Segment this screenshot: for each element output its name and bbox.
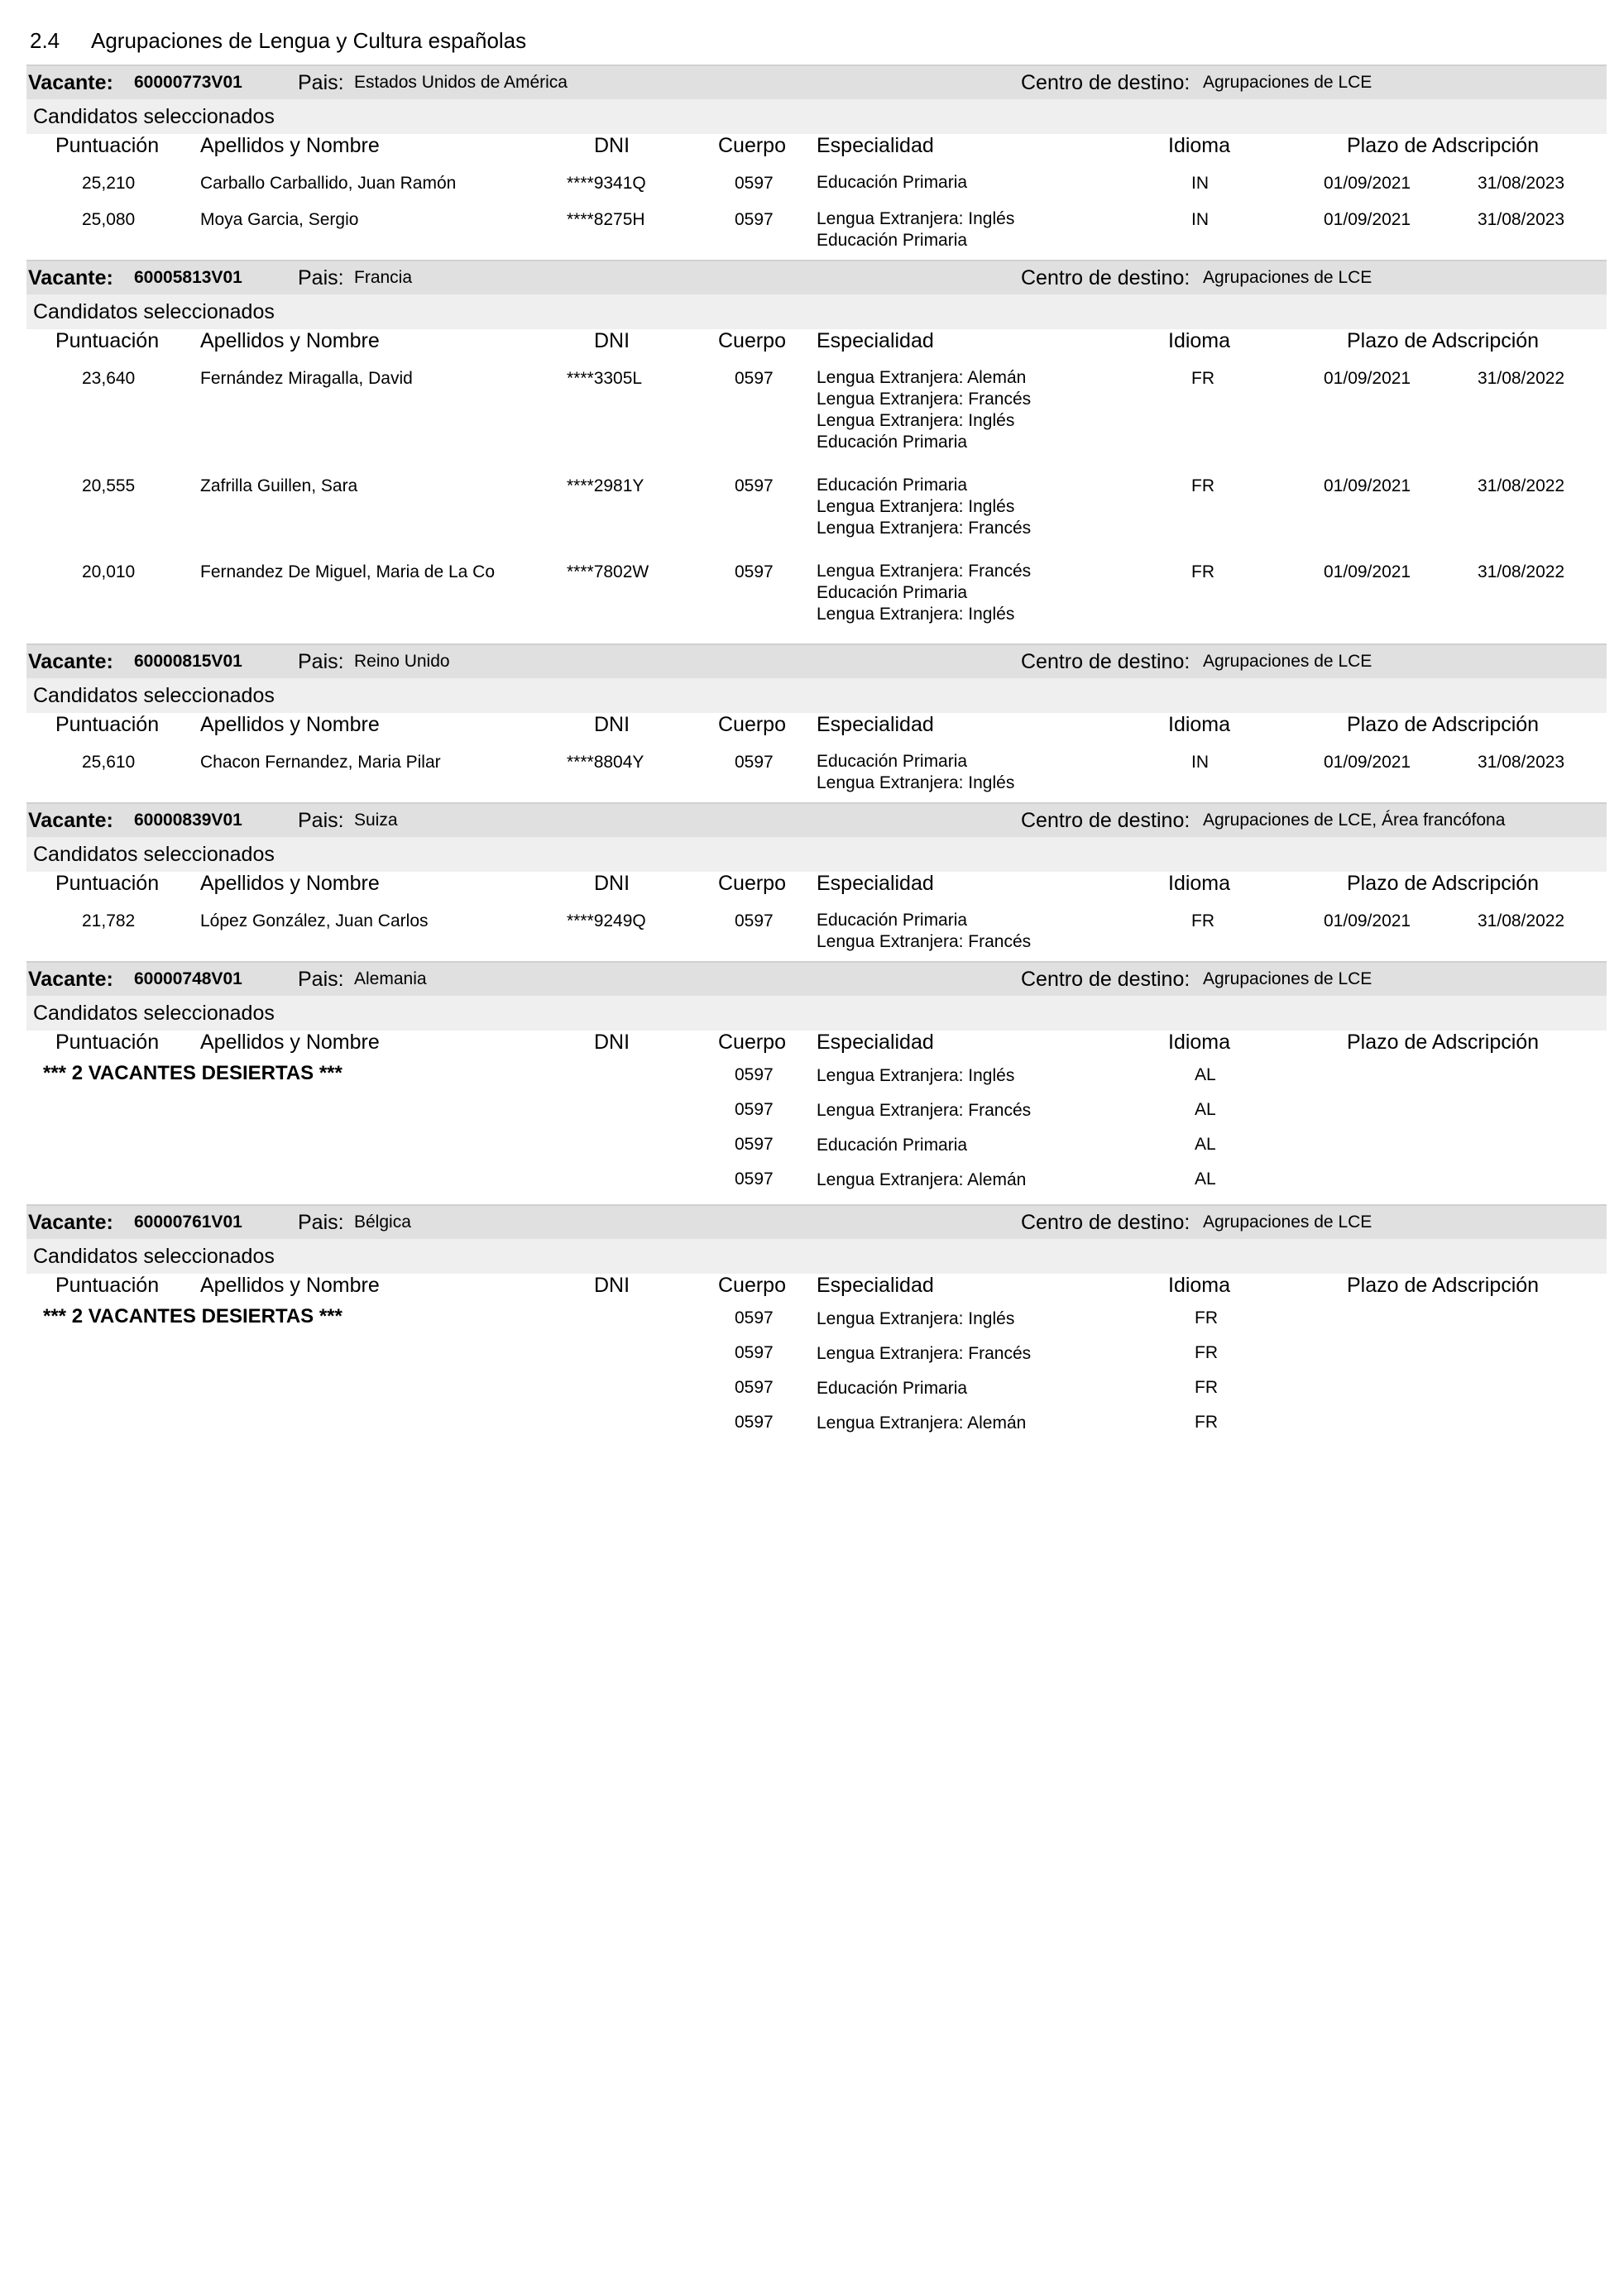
especialidad: Educación Primaria bbox=[817, 231, 968, 250]
col-especialidad: Especialidad bbox=[817, 1031, 934, 1054]
col-especialidad: Especialidad bbox=[817, 713, 934, 736]
pais-value: Francia bbox=[354, 268, 413, 287]
col-plazo: Plazo de Adscripción bbox=[1347, 134, 1540, 157]
especialidad: Lengua Extranjera: Francés bbox=[817, 1101, 1032, 1120]
vacancy-header-row bbox=[26, 1206, 1607, 1239]
vacancy-header-row bbox=[26, 645, 1607, 678]
pais-label: Pais: bbox=[298, 649, 344, 673]
candidate-name: Fernandez De Miguel, Maria de La Co bbox=[200, 562, 496, 581]
vacancy-header-row bbox=[26, 66, 1607, 99]
candidatos-heading: Candidatos seleccionados bbox=[26, 996, 1607, 1031]
idioma: AL bbox=[1195, 1065, 1216, 1084]
vacante-label: Vacante: bbox=[28, 808, 113, 832]
dni: ****2981Y bbox=[567, 476, 644, 495]
especialidades bbox=[817, 208, 1014, 251]
cuerpo: 0597 bbox=[735, 1170, 774, 1189]
vacante-code: 60000839V01 bbox=[134, 811, 242, 830]
centro-label: Centro de destino: bbox=[1021, 649, 1190, 673]
vacante-label: Vacante: bbox=[28, 649, 113, 673]
especialidad: Lengua Extranjera: Francés bbox=[817, 519, 1032, 538]
column-headers bbox=[26, 872, 1607, 905]
centro-label: Centro de destino: bbox=[1021, 70, 1190, 94]
plazo-desde: 01/09/2021 bbox=[1324, 210, 1411, 229]
idioma: FR bbox=[1191, 562, 1214, 581]
candidate-name: Moya Garcia, Sergio bbox=[200, 210, 359, 229]
col-apellidos: Apellidos y Nombre bbox=[200, 329, 380, 352]
section-title: Agrupaciones de Lengua y Cultura españolas bbox=[91, 28, 527, 53]
especialidad: Educación Primaria bbox=[817, 1379, 968, 1398]
especialidad: Lengua Extranjera: Inglés bbox=[817, 773, 1015, 792]
especialidad: Educación Primaria bbox=[817, 583, 968, 602]
idioma: FR bbox=[1195, 1308, 1218, 1327]
col-dni: DNI bbox=[594, 1274, 630, 1297]
especialidades bbox=[817, 751, 1014, 794]
dni: ****9249Q bbox=[567, 911, 646, 930]
idioma: IN bbox=[1191, 210, 1209, 229]
cuerpo: 0597 bbox=[735, 174, 774, 193]
cuerpo: 0597 bbox=[735, 1343, 774, 1362]
idioma: IN bbox=[1191, 753, 1209, 772]
col-idioma: Idioma bbox=[1168, 713, 1231, 736]
idioma: FR bbox=[1191, 369, 1214, 388]
pais-value: Alemania bbox=[354, 969, 427, 988]
pais-label: Pais: bbox=[298, 70, 344, 94]
vacante-code: 60005813V01 bbox=[134, 268, 242, 287]
column-headers bbox=[26, 713, 1607, 746]
col-plazo: Plazo de Adscripción bbox=[1347, 872, 1540, 895]
centro-value: Agrupaciones de LCE, Área francófona bbox=[1203, 811, 1506, 830]
candidate-row bbox=[26, 905, 1607, 959]
candidatos-heading: Candidatos seleccionados bbox=[26, 99, 1607, 134]
vacancy-block bbox=[26, 1204, 1607, 1446]
centro-label: Centro de destino: bbox=[1021, 265, 1190, 289]
especialidad: Educación Primaria bbox=[817, 752, 968, 771]
centro-value: Agrupaciones de LCE bbox=[1203, 73, 1372, 92]
especialidad: Lengua Extranjera: Francés bbox=[817, 390, 1032, 409]
vacancy-header-row bbox=[26, 261, 1607, 294]
vacante-label: Vacante: bbox=[28, 1210, 113, 1234]
plaza-row bbox=[26, 1307, 1607, 1342]
idioma: AL bbox=[1195, 1170, 1216, 1189]
candidatos-heading: Candidatos seleccionados bbox=[26, 837, 1607, 872]
plazo-hasta: 31/08/2023 bbox=[1478, 174, 1565, 193]
especialidad: Educación Primaria bbox=[817, 911, 968, 930]
plazo-hasta: 31/08/2022 bbox=[1478, 369, 1565, 388]
dni: ****8804Y bbox=[567, 753, 644, 772]
column-headers bbox=[26, 134, 1607, 167]
vacante-code: 60000748V01 bbox=[134, 969, 242, 988]
puntuacion: 25,210 bbox=[82, 174, 136, 193]
vacantes-desiertas: *** 2 VACANTES DESIERTAS *** bbox=[43, 1305, 343, 1327]
candidate-name: Chacon Fernandez, Maria Pilar bbox=[200, 753, 441, 772]
puntuacion: 25,080 bbox=[82, 210, 136, 229]
cuerpo: 0597 bbox=[735, 1378, 774, 1397]
vacantes-desiertas: *** 2 VACANTES DESIERTAS *** bbox=[43, 1062, 343, 1084]
plazo-hasta: 31/08/2022 bbox=[1478, 911, 1565, 930]
candidatos-heading: Candidatos seleccionados bbox=[26, 678, 1607, 713]
centro-label: Centro de destino: bbox=[1021, 1210, 1190, 1234]
plaza-row bbox=[26, 1376, 1607, 1411]
plazo-desde: 01/09/2021 bbox=[1324, 911, 1411, 930]
dni: ****7802W bbox=[567, 562, 649, 581]
vacancy-block bbox=[26, 961, 1607, 1203]
plazo-desde: 01/09/2021 bbox=[1324, 562, 1411, 581]
col-puntuacion: Puntuación bbox=[55, 872, 160, 895]
col-cuerpo: Cuerpo bbox=[718, 1031, 786, 1054]
especialidad: Lengua Extranjera: Francés bbox=[817, 562, 1032, 581]
candidate-row bbox=[26, 746, 1607, 801]
dni: ****9341Q bbox=[567, 174, 646, 193]
idioma: IN bbox=[1191, 174, 1209, 193]
cuerpo: 0597 bbox=[735, 1100, 774, 1119]
col-especialidad: Especialidad bbox=[817, 872, 934, 895]
candidate-name: Carballo Carballido, Juan Ramón bbox=[200, 174, 457, 193]
pais-label: Pais: bbox=[298, 808, 344, 832]
cuerpo: 0597 bbox=[735, 1413, 774, 1432]
vacancy-header-row bbox=[26, 963, 1607, 996]
col-dni: DNI bbox=[594, 872, 630, 895]
col-idioma: Idioma bbox=[1168, 1274, 1231, 1297]
column-headers bbox=[26, 1031, 1607, 1064]
column-headers bbox=[26, 329, 1607, 362]
cuerpo: 0597 bbox=[735, 911, 774, 930]
column-headers bbox=[26, 1274, 1607, 1307]
plazo-desde: 01/09/2021 bbox=[1324, 369, 1411, 388]
col-cuerpo: Cuerpo bbox=[718, 872, 786, 895]
cuerpo: 0597 bbox=[735, 1308, 774, 1327]
cuerpo: 0597 bbox=[735, 369, 774, 388]
cuerpo: 0597 bbox=[735, 1065, 774, 1084]
vacante-label: Vacante: bbox=[28, 265, 113, 289]
especialidades bbox=[817, 475, 1031, 539]
especialidad: Educación Primaria bbox=[817, 476, 968, 495]
col-puntuacion: Puntuación bbox=[55, 134, 160, 157]
section-heading bbox=[30, 28, 526, 54]
especialidad: Lengua Extranjera: Inglés bbox=[817, 1309, 1015, 1328]
cuerpo: 0597 bbox=[735, 562, 774, 581]
centro-label: Centro de destino: bbox=[1021, 967, 1190, 991]
col-dni: DNI bbox=[594, 713, 630, 736]
col-especialidad: Especialidad bbox=[817, 134, 934, 157]
col-apellidos: Apellidos y Nombre bbox=[200, 1274, 380, 1297]
pais-value: Estados Unidos de América bbox=[354, 73, 568, 92]
idioma: FR bbox=[1195, 1378, 1218, 1397]
section-number: 2.4 bbox=[30, 28, 60, 53]
col-especialidad: Especialidad bbox=[817, 329, 934, 352]
pais-value: Reino Unido bbox=[354, 652, 450, 671]
col-cuerpo: Cuerpo bbox=[718, 1274, 786, 1297]
dni: ****8275H bbox=[567, 210, 645, 229]
vacante-code: 60000773V01 bbox=[134, 73, 242, 92]
vacante-label: Vacante: bbox=[28, 967, 113, 991]
pais-label: Pais: bbox=[298, 967, 344, 991]
especialidad: Lengua Extranjera: Francés bbox=[817, 1344, 1032, 1363]
col-dni: DNI bbox=[594, 329, 630, 352]
idioma: FR bbox=[1195, 1343, 1218, 1362]
centro-value: Agrupaciones de LCE bbox=[1203, 652, 1372, 671]
col-apellidos: Apellidos y Nombre bbox=[200, 872, 380, 895]
plaza-row bbox=[26, 1064, 1607, 1098]
vacancy-block bbox=[26, 65, 1607, 258]
centro-value: Agrupaciones de LCE bbox=[1203, 268, 1372, 287]
especialidad: Lengua Extranjera: Alemán bbox=[817, 1170, 1027, 1189]
plazo-desde: 01/09/2021 bbox=[1324, 476, 1411, 495]
candidate-row bbox=[26, 362, 1607, 470]
col-cuerpo: Cuerpo bbox=[718, 713, 786, 736]
candidatos-heading: Candidatos seleccionados bbox=[26, 1239, 1607, 1274]
col-apellidos: Apellidos y Nombre bbox=[200, 134, 380, 157]
especialidad: Educación Primaria bbox=[817, 173, 968, 192]
plaza-row bbox=[26, 1168, 1607, 1203]
plaza-row bbox=[26, 1342, 1607, 1376]
especialidad: Lengua Extranjera: Alemán bbox=[817, 368, 1027, 387]
especialidad: Lengua Extranjera: Inglés bbox=[817, 411, 1015, 430]
col-idioma: Idioma bbox=[1168, 872, 1231, 895]
plazo-hasta: 31/08/2022 bbox=[1478, 476, 1565, 495]
puntuacion: 25,610 bbox=[82, 753, 136, 772]
col-especialidad: Especialidad bbox=[817, 1274, 934, 1297]
col-plazo: Plazo de Adscripción bbox=[1347, 1031, 1540, 1054]
puntuacion: 20,555 bbox=[82, 476, 136, 495]
col-dni: DNI bbox=[594, 134, 630, 157]
pais-label: Pais: bbox=[298, 265, 344, 289]
centro-value: Agrupaciones de LCE bbox=[1203, 969, 1372, 988]
centro-label: Centro de destino: bbox=[1021, 808, 1190, 832]
vacante-label: Vacante: bbox=[28, 70, 113, 94]
vacancy-block bbox=[26, 643, 1607, 801]
candidate-row bbox=[26, 470, 1607, 556]
col-puntuacion: Puntuación bbox=[55, 713, 160, 736]
especialidades bbox=[817, 561, 1031, 625]
col-apellidos: Apellidos y Nombre bbox=[200, 1031, 380, 1054]
col-puntuacion: Puntuación bbox=[55, 1031, 160, 1054]
col-puntuacion: Puntuación bbox=[55, 329, 160, 352]
idioma: FR bbox=[1195, 1413, 1218, 1432]
candidatos-heading: Candidatos seleccionados bbox=[26, 294, 1607, 329]
col-plazo: Plazo de Adscripción bbox=[1347, 713, 1540, 736]
especialidades bbox=[817, 172, 967, 194]
cuerpo: 0597 bbox=[735, 210, 774, 229]
col-idioma: Idioma bbox=[1168, 134, 1231, 157]
vacancy-block bbox=[26, 802, 1607, 959]
candidate-row bbox=[26, 167, 1607, 203]
idioma: AL bbox=[1195, 1100, 1216, 1119]
especialidad: Educación Primaria bbox=[817, 1136, 968, 1155]
especialidad: Educación Primaria bbox=[817, 433, 968, 452]
col-plazo: Plazo de Adscripción bbox=[1347, 1274, 1540, 1297]
especialidades bbox=[817, 367, 1031, 453]
idioma: AL bbox=[1195, 1135, 1216, 1154]
plaza-row bbox=[26, 1133, 1607, 1168]
plaza-row bbox=[26, 1098, 1607, 1133]
puntuacion: 23,640 bbox=[82, 369, 136, 388]
puntuacion: 20,010 bbox=[82, 562, 136, 581]
candidate-name: Fernández Miragalla, David bbox=[200, 369, 413, 388]
especialidad: Lengua Extranjera: Inglés bbox=[817, 497, 1015, 516]
especialidad: Lengua Extranjera: Francés bbox=[817, 932, 1032, 951]
col-idioma: Idioma bbox=[1168, 1031, 1231, 1054]
pais-value: Bélgica bbox=[354, 1213, 411, 1232]
especialidad: Lengua Extranjera: Inglés bbox=[817, 605, 1015, 624]
col-apellidos: Apellidos y Nombre bbox=[200, 713, 380, 736]
especialidad: Lengua Extranjera: Inglés bbox=[817, 1066, 1015, 1085]
plazo-hasta: 31/08/2022 bbox=[1478, 562, 1565, 581]
vacante-code: 60000761V01 bbox=[134, 1213, 242, 1232]
especialidades bbox=[817, 910, 1031, 953]
especialidad: Lengua Extranjera: Alemán bbox=[817, 1413, 1027, 1433]
candidate-row bbox=[26, 556, 1607, 642]
dni: ****3305L bbox=[567, 369, 643, 388]
col-dni: DNI bbox=[594, 1031, 630, 1054]
plazo-hasta: 31/08/2023 bbox=[1478, 210, 1565, 229]
puntuacion: 21,782 bbox=[82, 911, 136, 930]
cuerpo: 0597 bbox=[735, 1135, 774, 1154]
col-cuerpo: Cuerpo bbox=[718, 329, 786, 352]
candidate-name: López González, Juan Carlos bbox=[200, 911, 429, 930]
vacancy-list bbox=[26, 63, 1607, 1446]
plazo-desde: 01/09/2021 bbox=[1324, 753, 1411, 772]
idioma: FR bbox=[1191, 911, 1214, 930]
vacancy-header-row bbox=[26, 804, 1607, 837]
idioma: FR bbox=[1191, 476, 1214, 495]
vacancy-block bbox=[26, 260, 1607, 642]
especialidad: Lengua Extranjera: Inglés bbox=[817, 209, 1015, 228]
col-plazo: Plazo de Adscripción bbox=[1347, 329, 1540, 352]
centro-value: Agrupaciones de LCE bbox=[1203, 1213, 1372, 1232]
plaza-row bbox=[26, 1411, 1607, 1446]
candidate-name: Zafrilla Guillen, Sara bbox=[200, 476, 358, 495]
vacante-code: 60000815V01 bbox=[134, 652, 242, 671]
pais-value: Suiza bbox=[354, 811, 398, 830]
plazo-hasta: 31/08/2023 bbox=[1478, 753, 1565, 772]
col-cuerpo: Cuerpo bbox=[718, 134, 786, 157]
pais-label: Pais: bbox=[298, 1210, 344, 1234]
col-idioma: Idioma bbox=[1168, 329, 1231, 352]
cuerpo: 0597 bbox=[735, 753, 774, 772]
cuerpo: 0597 bbox=[735, 476, 774, 495]
col-puntuacion: Puntuación bbox=[55, 1274, 160, 1297]
plazo-desde: 01/09/2021 bbox=[1324, 174, 1411, 193]
candidate-row bbox=[26, 203, 1607, 258]
